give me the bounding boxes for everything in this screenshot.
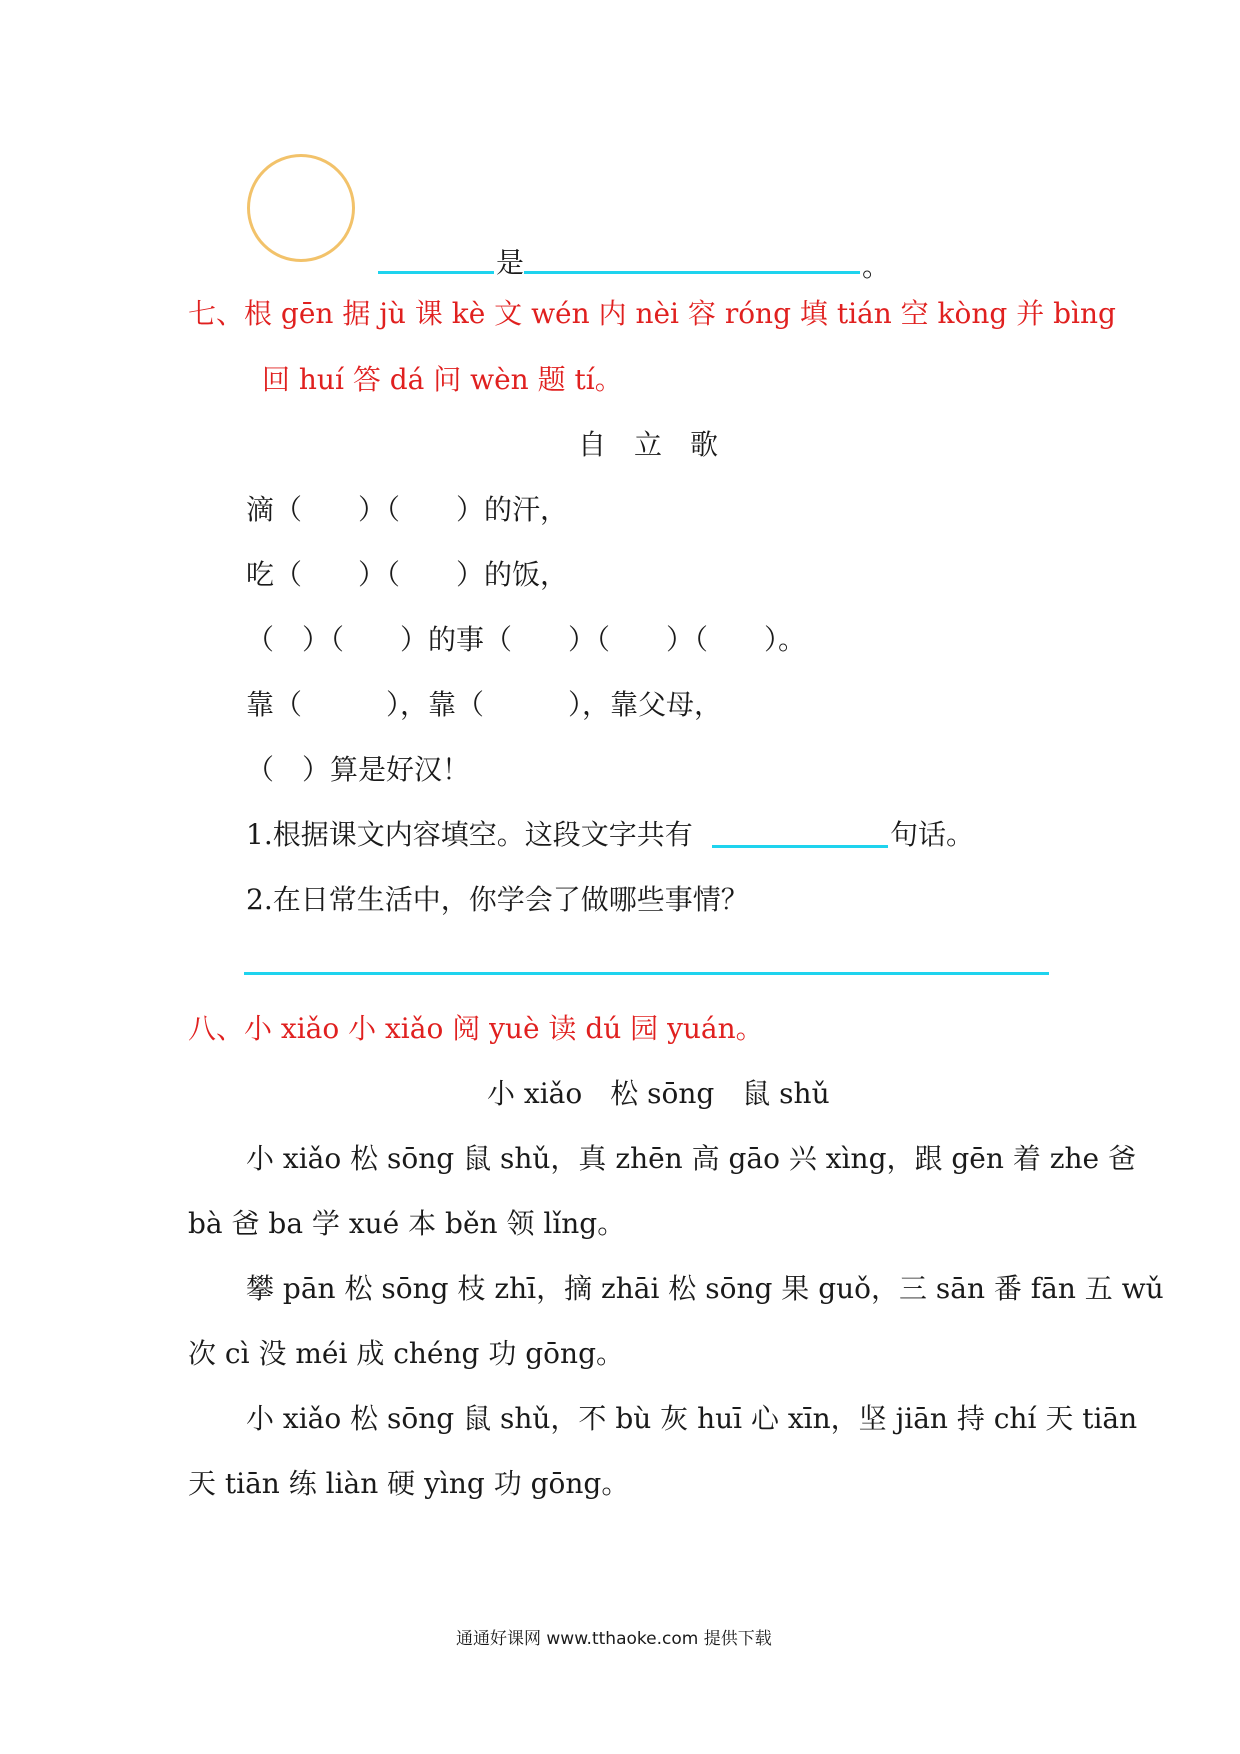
orange-circle <box>247 154 355 262</box>
story-paragraph-line: 小 xiǎo 松 sōng 鼠 shǔ，真 zhēn 高 gāo 兴 xìng，跟 gēn 着 zhe 爸 <box>246 1142 1136 1175</box>
period-text: 。 <box>862 250 891 283</box>
poem-line: 靠（ ），靠（ ），靠父母， <box>246 688 723 721</box>
poem-title: 自 立 歌 <box>578 428 719 461</box>
q7-heading-line2: 回 huí 答 dá 问 wèn 题 tí。 <box>262 363 623 396</box>
story-paragraph-line: 天 tiān 练 liàn 硬 yìng 功 gōng。 <box>188 1467 630 1500</box>
story-paragraph-line: 攀 pān 松 sōng 枝 zhī，摘 zhāi 松 sōng 果 guǒ，三 sān 番 fān 五 wǔ <box>246 1272 1164 1305</box>
story-paragraph-line: bà 爸 ba 学 xué 本 běn 领 lǐng。 <box>188 1207 626 1240</box>
answer-blank[interactable] <box>712 845 888 848</box>
story-paragraph-line: 次 cì 没 méi 成 chéng 功 gōng。 <box>188 1337 624 1370</box>
poem-line: （ ）（ ）的事（ ）（ ）（ ）。 <box>246 623 807 656</box>
poem-line: （ ）算是好汉！ <box>246 753 471 786</box>
answer-line[interactable] <box>244 972 1049 975</box>
q8-heading: 八、小 xiǎo 小 xiǎo 阅 yuè 读 dú 园 yuán。 <box>188 1012 764 1045</box>
poem-line: 吃（ ）（ ）的饭， <box>246 558 569 591</box>
story-title: 小 xiǎo 松 sōng 鼠 shǔ <box>487 1077 830 1110</box>
poem-line: 滴（ ）（ ）的汗， <box>246 493 569 526</box>
shi-text: 是 <box>496 246 525 279</box>
question-2-text: 2.在日常生活中，你学会了做哪些事情？ <box>246 883 749 916</box>
story-paragraph-line: 小 xiǎo 松 sōng 鼠 shǔ，不 bù 灰 huī 心 xīn，坚 jiān 持 chí 天 tiān <box>246 1402 1138 1435</box>
footer-text: 通通好课网 www.tthaoke.com 提供下载 <box>456 1629 772 1649</box>
question-1-suffix: 句话。 <box>890 818 975 851</box>
question-1-text: 1.根据课文内容填空。这段文字共有 <box>246 818 693 851</box>
answer-blank[interactable] <box>378 271 494 274</box>
q7-heading-line1: 七、根 gēn 据 jù 课 kè 文 wén 内 nèi 容 róng 填 tián 空 kòng 并 bìng <box>188 297 1116 330</box>
answer-blank[interactable] <box>524 271 860 274</box>
